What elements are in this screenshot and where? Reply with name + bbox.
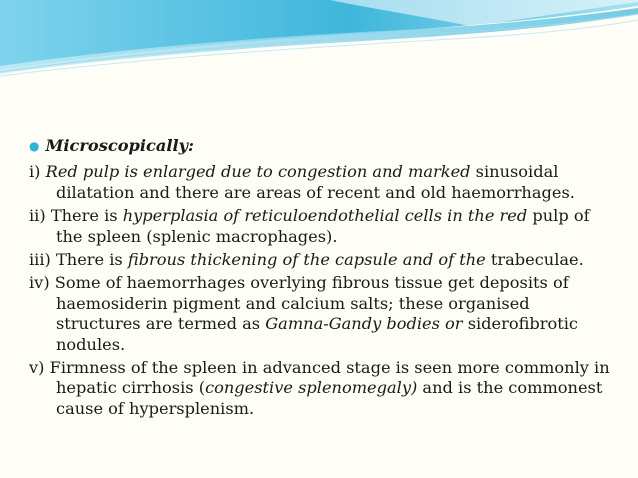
paragraph-list [29,162,619,419]
paragraph-segment: congestive splenomegaly) [205,378,418,398]
paragraph-segment: hyperplasia of reticuloendothelial cells in the red [122,206,528,226]
heading-row [29,136,619,157]
paragraph-segment: fibrous thickening of the capsule and of the [127,250,486,270]
paragraph-5 [29,358,619,419]
paragraph-segment: Red pulp is enlarged due to congestion and marked [45,162,471,182]
paragraph-segment: v) Firmness of the spleen in advanced stage is seen more commonly in hepatic cirrhosis ( [29,358,610,398]
paragraph-2 [29,206,619,247]
paragraph-segment: and is the commonest cause of hypersplenism. [56,378,603,418]
paragraph-3 [29,250,619,270]
paragraph-segment: Gamna-Gandy bodies or [265,314,463,334]
header-wave-decoration [0,0,638,90]
paragraph-4 [29,273,619,355]
paragraph-segment: trabeculae. [485,250,584,270]
slide-body [29,136,619,422]
paragraph-segment: siderofibrotic nodules. [56,314,578,354]
paragraph-segment: pulp of the spleen (splenic macrophages). [56,206,590,246]
slide-heading: Microscopically: [45,136,194,155]
paragraph-segment: sinusoidal dilatation and there are areas of recent and old haemorrhages. [56,162,575,202]
paragraph-segment: ii) There is [29,206,123,226]
paragraph-1 [29,162,619,203]
bullet-circle-icon: ● [29,139,40,153]
paragraph-segment: iii) There is [29,250,128,270]
paragraph-segment: iv) Some of haemorrhages overlying fibrous tissue get deposits of haemosiderin pigment and calcium salts; these organised structures are termed as [29,273,569,334]
paragraph-segment: i) [29,162,46,182]
